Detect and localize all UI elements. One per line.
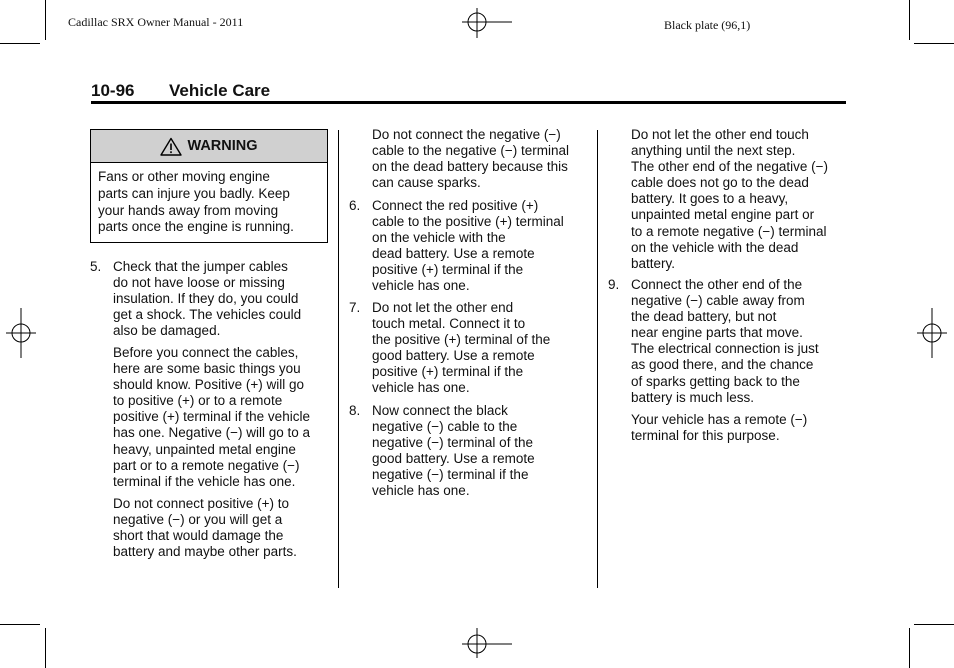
text-line: Connect the other end of the xyxy=(631,277,803,292)
crop-mark xyxy=(0,624,40,625)
column-divider xyxy=(597,130,598,588)
text-line: the positive (+) terminal of the xyxy=(372,332,551,348)
text-line: part or to a remote negative (−) xyxy=(113,457,300,473)
text-line: Before you connect the cables, xyxy=(113,345,299,360)
paragraph xyxy=(631,127,828,272)
text-line: positive (+) terminal if the xyxy=(372,364,524,380)
text-line: good battery. Use a remote xyxy=(372,348,535,364)
crop-mark xyxy=(914,624,954,625)
crop-mark xyxy=(0,43,40,44)
paragraph xyxy=(372,127,569,191)
text-line: Do not let the other end xyxy=(372,300,514,315)
crop-mark xyxy=(45,0,46,40)
text-line: negative (−) cable to the xyxy=(372,419,518,435)
text-line: negative (−) cable away from xyxy=(631,293,805,309)
text-line: terminal for this purpose. xyxy=(631,428,780,444)
text-line: to a remote negative (−) terminal xyxy=(631,223,827,239)
step-number: 7. xyxy=(349,300,361,315)
text-line: Do not connect the negative (−) xyxy=(372,127,561,142)
text-line: negative (−) terminal of the xyxy=(372,435,533,451)
step-8 xyxy=(349,403,535,500)
registration-mark-icon xyxy=(462,8,522,38)
section-heading xyxy=(91,81,270,101)
text-line: as good there, and the chance xyxy=(631,357,814,373)
text-line: battery is much less. xyxy=(631,389,755,405)
text-line: battery. xyxy=(631,255,676,271)
step-7 xyxy=(349,300,551,397)
crop-mark xyxy=(914,43,954,44)
text-line: insulation. If they do, you could xyxy=(113,291,299,307)
text-line: vehicle has one. xyxy=(372,278,470,294)
text-line: positive (+) terminal if the xyxy=(372,262,524,278)
registration-mark-icon xyxy=(6,308,36,358)
text-line: cable does not go to the dead xyxy=(631,175,809,191)
text-line: get a shock. The vehicles could xyxy=(113,307,302,323)
text-line: terminal if the vehicle has one. xyxy=(113,473,296,489)
text-line: cable to the positive (+) terminal xyxy=(372,214,564,230)
registration-mark-icon xyxy=(917,308,947,358)
text-line: on the vehicle with the xyxy=(372,230,506,246)
page-number: 10-96 xyxy=(91,81,135,100)
text-line: near engine parts that move. xyxy=(631,325,803,341)
step-number: 5. xyxy=(90,259,102,274)
text-line: vehicle has one. xyxy=(372,483,470,499)
paragraph xyxy=(631,412,807,444)
warning-box xyxy=(90,129,328,243)
text-line: good battery. Use a remote xyxy=(372,451,535,467)
section-title: Vehicle Care xyxy=(169,81,271,100)
step-number: 6. xyxy=(349,198,361,213)
text-line: positive (+) terminal if the vehicle xyxy=(113,409,310,425)
crop-mark xyxy=(45,628,46,668)
text-line: Do not connect positive (+) to xyxy=(113,496,289,511)
text-line: parts can injure you badly. Keep xyxy=(98,185,290,201)
text-line: The other end of the negative (−) xyxy=(631,159,829,175)
text-line: Fans or other moving engine xyxy=(98,169,270,184)
text-line: heavy, unpainted metal engine xyxy=(113,441,296,457)
crop-mark xyxy=(909,0,910,40)
text-line: on the dead battery because this xyxy=(372,159,568,175)
text-line: battery and maybe other parts. xyxy=(113,544,297,560)
text-line: can cause sparks. xyxy=(372,175,481,191)
text-line: here are some basic things you xyxy=(113,361,301,377)
manual-title: Cadillac SRX Owner Manual - 2011 xyxy=(68,15,244,29)
crop-mark xyxy=(909,628,910,668)
step-number: 9. xyxy=(608,277,620,292)
text-line: of sparks getting back to the xyxy=(631,373,800,389)
text-line: should know. Positive (+) will go xyxy=(113,377,304,393)
text-line: Your vehicle has a remote (−) xyxy=(631,412,808,427)
registration-mark-icon xyxy=(462,628,522,658)
step-5 xyxy=(90,259,302,339)
column-divider xyxy=(338,130,339,588)
warning-label: WARNING xyxy=(187,138,258,154)
text-line: on the vehicle with the dead xyxy=(631,239,799,255)
text-line: your hands away from moving xyxy=(98,202,279,218)
text-line: dead battery. Use a remote xyxy=(372,246,535,262)
text-line: has one. Negative (−) will go to a xyxy=(113,425,310,441)
paragraph xyxy=(113,345,310,490)
paragraph xyxy=(113,496,297,560)
plate-label: Black plate (96,1) xyxy=(664,18,751,32)
text-line: Now connect the black xyxy=(372,403,508,418)
text-line: parts once the engine is running. xyxy=(98,219,294,235)
text-line: the dead battery, but not xyxy=(631,309,777,325)
text-line: battery. It goes to a heavy, xyxy=(631,191,789,207)
text-line: negative (−) or you will get a xyxy=(113,512,283,528)
step-6 xyxy=(349,198,564,295)
warning-header xyxy=(91,130,327,163)
text-line: anything until the next step. xyxy=(631,143,796,159)
text-line: Check that the jumper cables xyxy=(113,259,288,274)
text-line: do not have loose or missing xyxy=(113,275,285,291)
text-line: Connect the red positive (+) xyxy=(372,198,539,213)
step-number: 8. xyxy=(349,403,361,418)
text-line: vehicle has one. xyxy=(372,380,470,396)
text-line: Do not let the other end touch xyxy=(631,127,809,142)
text-line: unpainted metal engine part or xyxy=(631,207,815,223)
text-line: also be damaged. xyxy=(113,323,221,339)
step-9 xyxy=(608,277,819,406)
text-line: cable to the negative (−) terminal xyxy=(372,143,569,159)
header-rule xyxy=(91,101,846,104)
warning-text xyxy=(91,163,327,236)
text-line: short that would damage the xyxy=(113,528,284,544)
warning-triangle-icon xyxy=(160,137,182,156)
text-line: The electrical connection is just xyxy=(631,341,819,357)
text-line: to positive (+) or to a remote xyxy=(113,393,283,409)
text-line: negative (−) terminal if the xyxy=(372,467,529,483)
text-line: touch metal. Connect it to xyxy=(372,316,526,332)
